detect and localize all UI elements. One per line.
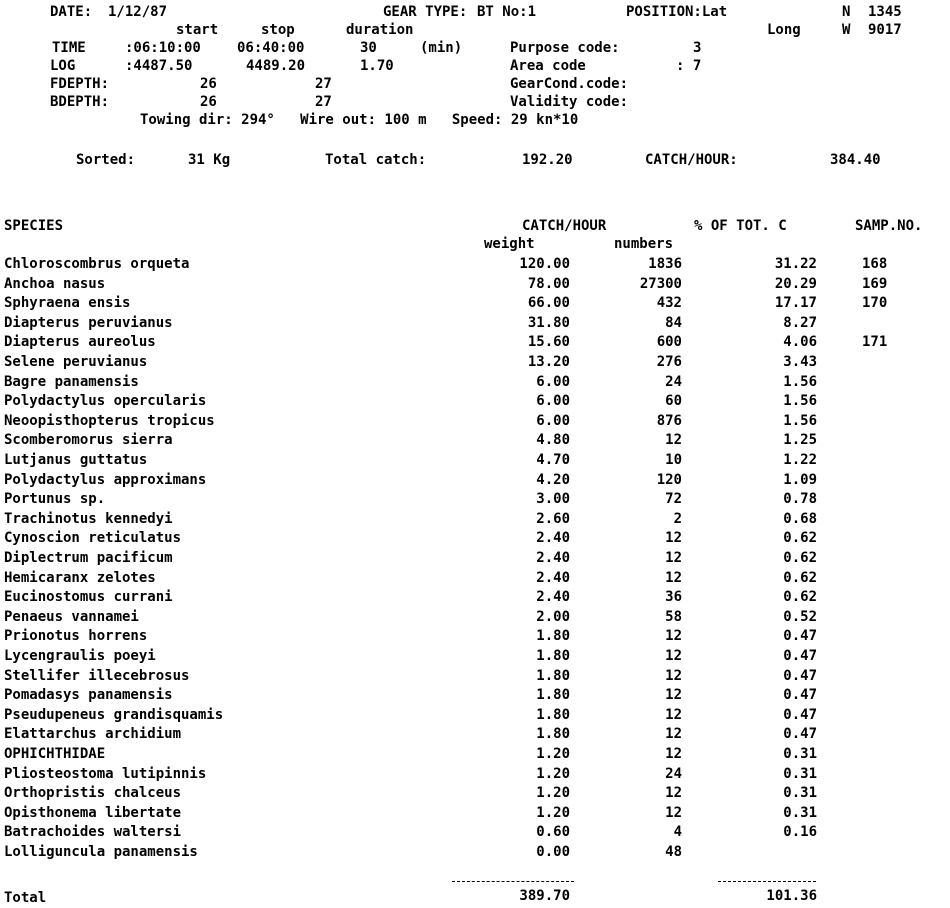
pct-value: 0.78 <box>783 491 817 508</box>
long-value: 9017 <box>868 22 902 38</box>
pct-value: 0.47 <box>783 687 817 704</box>
species-name: Chloroscombrus orqueta <box>4 256 190 272</box>
position-lat-label: POSITION:Lat <box>626 4 728 20</box>
numbers-value: 72 <box>665 491 682 508</box>
species-name: Stellifer illecebrosus <box>4 667 190 684</box>
total-label: Total <box>4 890 47 906</box>
weight-value: 31.80 <box>527 314 570 331</box>
species-name: Prionotus horrens <box>4 628 148 645</box>
weight-total-rule <box>452 881 574 882</box>
pct-value: 0.47 <box>783 706 817 723</box>
bdepth-label: BDEPTH: <box>50 94 110 110</box>
bdepth-stop: 27 <box>315 94 332 110</box>
table-row <box>0 315 950 334</box>
numbers-value: 12 <box>665 530 682 547</box>
table-row <box>0 295 950 314</box>
numbers-value: 12 <box>665 804 682 821</box>
weight-value: 6.00 <box>536 373 570 390</box>
pct-value: 0.52 <box>783 608 817 625</box>
fdepth-stop: 27 <box>315 76 332 92</box>
table-row <box>0 707 950 726</box>
fdepth-start: 26 <box>200 76 217 92</box>
numbers-value: 24 <box>665 765 682 782</box>
species-name: Polydactylus opercularis <box>4 393 207 410</box>
weight-value: 4.70 <box>536 452 570 468</box>
species-name: Selene peruvianus <box>4 354 148 370</box>
catch-hour-column-header: CATCH/HOUR <box>522 218 607 234</box>
species-name: Elattarchus archidium <box>4 726 182 743</box>
pct-value: 0.47 <box>783 667 817 684</box>
numbers-value: 58 <box>665 608 682 625</box>
table-row <box>0 668 950 687</box>
samp-no-value: 171 <box>862 334 888 351</box>
weight-value: 1.20 <box>536 785 570 802</box>
species-name: Anchoa nasus <box>4 275 106 292</box>
lat-hemisphere: N <box>842 4 851 20</box>
gearcond-code-label: GearCond.code: <box>510 76 629 92</box>
weight-value: 2.60 <box>536 510 570 527</box>
time-stop: 06:40:00 <box>237 40 305 56</box>
table-row <box>0 589 950 608</box>
total-catch-value: 192.20 <box>522 152 573 168</box>
pct-value: 1.56 <box>783 393 817 410</box>
table-row <box>0 511 950 530</box>
fdepth-label: FDEPTH: <box>50 76 110 92</box>
weight-value: 2.40 <box>536 589 570 606</box>
area-code-label: Area code <box>510 58 586 74</box>
numbers-value: 12 <box>665 785 682 802</box>
validity-code-label: Validity code: <box>510 94 629 110</box>
weight-value: 6.00 <box>536 393 570 410</box>
numbers-value: 12 <box>665 648 682 664</box>
weight-value: 6.00 <box>536 412 570 429</box>
weight-value: 66.00 <box>527 295 570 312</box>
numbers-value: 876 <box>656 412 682 429</box>
samp-no-value: 170 <box>862 295 888 312</box>
table-row <box>0 452 950 471</box>
weight-value: 13.20 <box>527 354 570 370</box>
species-name: Opisthonema libertate <box>4 804 182 821</box>
species-name: Neoopisthopterus tropicus <box>4 412 215 429</box>
pct-value: 0.31 <box>783 746 817 762</box>
pct-value: 0.47 <box>783 648 817 664</box>
pct-value: 8.27 <box>783 314 817 331</box>
time-start: :06:10:00 <box>125 40 201 56</box>
species-name: Penaeus vannamei <box>4 608 139 625</box>
species-name: Diplectrum pacificum <box>4 550 173 566</box>
pct-value: 20.29 <box>774 275 817 292</box>
table-row <box>0 824 950 843</box>
log-stop: 4489.20 <box>246 58 306 74</box>
species-name: Hemicaranx zelotes <box>4 569 156 586</box>
weight-value: 1.80 <box>536 667 570 684</box>
pct-value: 1.25 <box>783 432 817 449</box>
numbers-value: 12 <box>665 569 682 586</box>
table-row <box>0 570 950 589</box>
date-label: DATE: <box>50 4 93 20</box>
species-name: Bagre panamensis <box>4 373 139 390</box>
species-name: Trachinotus kennedyi <box>4 510 173 527</box>
bdepth-start: 26 <box>200 94 217 110</box>
pct-value: 3.43 <box>783 354 817 370</box>
species-name: Diapterus aureolus <box>4 334 156 351</box>
numbers-subheader: numbers <box>614 236 674 252</box>
purpose-code-value: 3 <box>693 40 702 56</box>
pct-value: 0.62 <box>783 530 817 547</box>
weight-value: 78.00 <box>527 275 570 292</box>
species-name: Diapterus peruvianus <box>4 314 173 331</box>
weight-value: 1.20 <box>536 804 570 821</box>
table-row <box>0 491 950 510</box>
gear-type-label: GEAR TYPE: <box>383 4 468 20</box>
table-row <box>0 413 950 432</box>
species-name: Eucinostomus currani <box>4 589 173 606</box>
table-row <box>0 354 950 373</box>
pct-value: 0.62 <box>783 550 817 566</box>
weight-value: 1.80 <box>536 648 570 664</box>
table-row <box>0 766 950 785</box>
weight-subheader: weight <box>484 236 535 252</box>
table-row <box>0 609 950 628</box>
total-pct: 101.36 <box>766 888 817 904</box>
table-row <box>0 648 950 667</box>
pct-value: 17.17 <box>774 295 817 312</box>
numbers-value: 2 <box>673 510 682 527</box>
species-name: Pseudupeneus grandisquamis <box>4 706 224 723</box>
species-name: Sphyraena ensis <box>4 295 131 312</box>
time-duration: 30 <box>360 40 377 56</box>
species-name: Portunus sp. <box>4 491 106 508</box>
numbers-value: 432 <box>656 295 682 312</box>
gear-type-value: BT No:1 <box>477 4 537 20</box>
table-row <box>0 550 950 569</box>
weight-value: 4.20 <box>536 471 570 488</box>
weight-value: 120.00 <box>519 256 570 272</box>
pct-value: 0.31 <box>783 804 817 821</box>
log-start: :4487.50 <box>125 58 193 74</box>
numbers-value: 24 <box>665 373 682 390</box>
numbers-value: 48 <box>665 844 682 860</box>
pct-value: 1.22 <box>783 452 817 468</box>
numbers-value: 120 <box>656 471 682 488</box>
time-label: TIME <box>52 40 86 56</box>
species-name: Cynoscion reticulatus <box>4 530 182 547</box>
table-row <box>0 628 950 647</box>
long-hemisphere: W <box>842 22 851 38</box>
weight-value: 1.20 <box>536 765 570 782</box>
col-duration-label: duration <box>346 22 414 38</box>
col-stop-label: stop <box>261 22 295 38</box>
table-row <box>0 687 950 706</box>
date-value: 1/12/87 <box>108 4 168 20</box>
pct-value: 1.56 <box>783 373 817 390</box>
numbers-value: 60 <box>665 393 682 410</box>
samp-no-value: 169 <box>862 275 888 292</box>
species-name: Orthopristis chalceus <box>4 785 182 802</box>
numbers-value: 12 <box>665 746 682 762</box>
lat-value: 1345 <box>868 4 902 20</box>
pct-column-header: % OF TOT. C <box>694 218 787 234</box>
weight-value: 0.00 <box>536 844 570 860</box>
table-row <box>0 805 950 824</box>
weight-value: 4.80 <box>536 432 570 449</box>
table-row <box>0 276 950 295</box>
table-row <box>0 334 950 353</box>
pct-value: 0.31 <box>783 765 817 782</box>
table-row <box>0 530 950 549</box>
numbers-value: 12 <box>665 726 682 743</box>
sorted-label: Sorted: <box>76 152 136 168</box>
species-name: Lutjanus guttatus <box>4 452 148 468</box>
purpose-code-label: Purpose code: <box>510 40 620 56</box>
pct-value: 1.56 <box>783 412 817 429</box>
numbers-value: 10 <box>665 452 682 468</box>
table-row <box>0 393 950 412</box>
numbers-value: 12 <box>665 667 682 684</box>
numbers-value: 84 <box>665 314 682 331</box>
pct-total-rule <box>718 881 816 882</box>
long-label: Long <box>767 22 801 38</box>
weight-value: 15.60 <box>527 334 570 351</box>
pct-value: 0.62 <box>783 589 817 606</box>
pct-value: 31.22 <box>774 256 817 272</box>
time-unit: (min) <box>420 40 463 56</box>
sorted-value: 31 Kg <box>188 152 231 168</box>
towing-line: Towing dir: 294° Wire out: 100 m Speed: 29 kn*10 <box>140 112 579 128</box>
species-name: Scomberomorus sierra <box>4 432 173 449</box>
weight-value: 2.40 <box>536 550 570 566</box>
species-name: Lycengraulis poeyi <box>4 648 156 664</box>
weight-value: 3.00 <box>536 491 570 508</box>
total-weight: 389.70 <box>519 888 570 904</box>
numbers-value: 276 <box>656 354 682 370</box>
pct-value: 0.31 <box>783 785 817 802</box>
species-name: Pomadasys panamensis <box>4 687 173 704</box>
species-name: Batrachoides waltersi <box>4 824 182 841</box>
weight-value: 1.20 <box>536 746 570 762</box>
numbers-value: 600 <box>656 334 682 351</box>
species-name: Lolliguncula panamensis <box>4 844 198 860</box>
numbers-value: 12 <box>665 550 682 566</box>
weight-value: 2.00 <box>536 608 570 625</box>
species-column-header: SPECIES <box>4 218 64 234</box>
table-row <box>0 726 950 745</box>
weight-value: 1.80 <box>536 706 570 723</box>
species-name: OPHICHTHIDAE <box>4 746 106 762</box>
samp-column-header: SAMP.NO. <box>855 218 923 234</box>
table-row <box>0 472 950 491</box>
table-row <box>0 844 950 863</box>
species-name: Pliosteostoma lutipinnis <box>4 765 207 782</box>
area-code-value: : 7 <box>676 58 702 74</box>
weight-value: 1.80 <box>536 726 570 743</box>
weight-value: 2.40 <box>536 530 570 547</box>
pct-value: 0.47 <box>783 628 817 645</box>
numbers-value: 1836 <box>648 256 682 272</box>
pct-value: 1.09 <box>783 471 817 488</box>
numbers-value: 12 <box>665 687 682 704</box>
weight-value: 1.80 <box>536 628 570 645</box>
log-duration: 1.70 <box>360 58 394 74</box>
total-catch-label: Total catch: <box>325 152 427 168</box>
col-start-label: start <box>176 22 219 38</box>
table-row <box>0 746 950 765</box>
numbers-value: 27300 <box>639 275 682 292</box>
table-row <box>0 374 950 393</box>
table-row <box>0 432 950 451</box>
table-row <box>0 785 950 804</box>
numbers-value: 12 <box>665 628 682 645</box>
pct-value: 4.06 <box>783 334 817 351</box>
numbers-value: 36 <box>665 589 682 606</box>
numbers-value: 12 <box>665 432 682 449</box>
pct-value: 0.47 <box>783 726 817 743</box>
pct-value: 0.62 <box>783 569 817 586</box>
pct-value: 0.68 <box>783 510 817 527</box>
samp-no-value: 168 <box>862 256 888 272</box>
catch-hour-label: CATCH/HOUR: <box>645 152 738 168</box>
catch-hour-value: 384.40 <box>830 152 881 168</box>
pct-value: 0.16 <box>783 824 817 841</box>
weight-value: 2.40 <box>536 569 570 586</box>
numbers-value: 4 <box>673 824 682 841</box>
log-label: LOG <box>50 58 76 74</box>
numbers-value: 12 <box>665 706 682 723</box>
table-row <box>0 256 950 275</box>
weight-value: 0.60 <box>536 824 570 841</box>
weight-value: 1.80 <box>536 687 570 704</box>
species-name: Polydactylus approximans <box>4 471 207 488</box>
